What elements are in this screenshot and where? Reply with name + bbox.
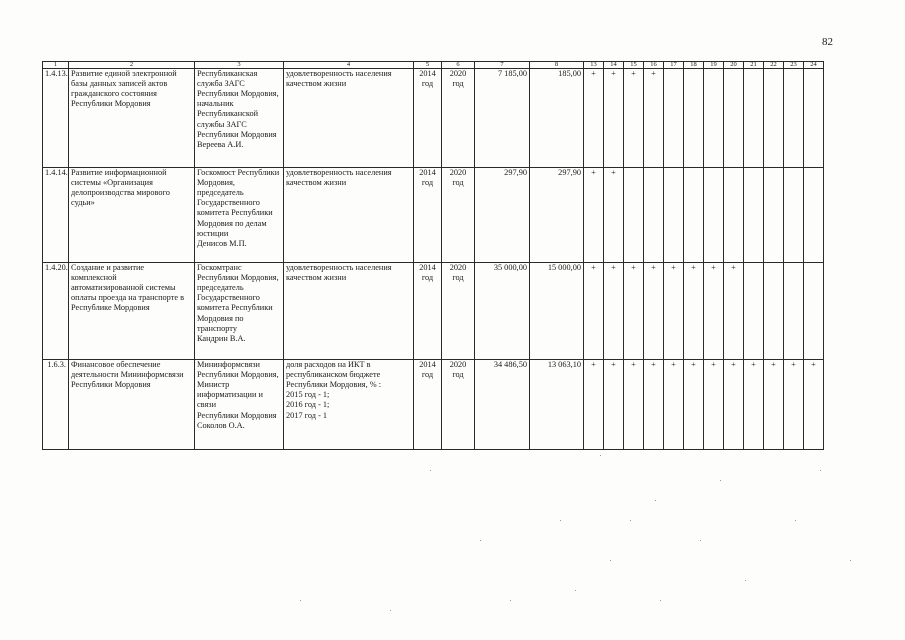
indicator-mark: +	[804, 360, 824, 450]
budget-funding: 185,00	[530, 69, 584, 168]
responsible-executor-line: Республики Мордовия,	[197, 370, 279, 380]
indicator-mark: +	[584, 168, 604, 263]
responsible-executor-line: Соколов О.А.	[197, 420, 245, 430]
column-number: 24	[804, 62, 824, 69]
indicator-mark: +	[704, 360, 724, 450]
speckle	[720, 480, 721, 481]
start-year-line: 2014	[419, 69, 436, 78]
target-indicator-line: удовлетворенность населения	[286, 69, 392, 78]
target-indicator-line: удовлетворенность населения	[286, 263, 392, 272]
start-year-line: 2014	[419, 168, 436, 177]
activity-name-line: Финансовое обеспечение	[71, 360, 161, 369]
end-year	[442, 168, 475, 263]
indicator-mark	[764, 69, 784, 168]
activity-name-line: Развитие информационной	[71, 168, 167, 177]
indicator-mark	[644, 168, 664, 263]
responsible-executor-line: Мордовия,	[197, 178, 235, 188]
responsible-executor-line: Республики Мордовия,	[197, 273, 279, 283]
start-year-line: год	[421, 79, 434, 89]
responsible-executor-line: Мининформсвязи	[197, 360, 260, 369]
speckle	[610, 560, 611, 561]
indicator-mark	[684, 168, 704, 263]
indicator-mark	[744, 168, 764, 263]
responsible-executor-line: Государственного	[197, 293, 260, 303]
start-year	[414, 263, 442, 360]
start-year	[414, 69, 442, 168]
indicator-mark	[724, 168, 744, 263]
activity-name	[69, 360, 195, 450]
speckle	[795, 520, 796, 521]
speckle	[430, 470, 431, 471]
column-number: 14	[604, 62, 624, 69]
speckle	[300, 600, 301, 601]
responsible-executor-line: служба ЗАГС	[197, 79, 245, 89]
speckle	[480, 540, 481, 541]
end-year-line: 2020	[449, 263, 467, 272]
target-indicator-line: качеством жизни	[286, 273, 347, 283]
activity-name-line: системы «Организация	[71, 178, 153, 188]
end-year	[442, 360, 475, 450]
activity-name-line: Республики Мордовия	[71, 99, 151, 109]
table-row	[43, 263, 824, 360]
indicator-mark: +	[764, 360, 784, 450]
indicator-mark: +	[744, 360, 764, 450]
indicator-mark: +	[684, 360, 704, 450]
responsible-executor-line: комитета Республики	[197, 208, 273, 218]
column-number: 8	[530, 62, 584, 69]
indicator-mark	[704, 168, 724, 263]
activity-name-line: деятельности Мининформсвязи	[71, 370, 184, 380]
speckle	[660, 600, 661, 601]
indicator-mark: +	[644, 263, 664, 360]
column-number: 18	[684, 62, 704, 69]
indicator-mark	[784, 263, 804, 360]
indicator-mark: +	[664, 263, 684, 360]
target-indicator	[284, 69, 414, 168]
column-number: 15	[624, 62, 644, 69]
indicator-mark	[804, 263, 824, 360]
activity-name	[69, 263, 195, 360]
responsible-executor-line: Республиканской	[197, 109, 259, 119]
responsible-executor-line: комитета Республики	[197, 303, 273, 313]
activity-code: 1.4.13.	[43, 69, 69, 168]
indicator-mark: +	[664, 360, 684, 450]
column-number: 6	[442, 62, 475, 69]
column-number: 22	[764, 62, 784, 69]
end-year-line: 2020	[449, 360, 467, 369]
column-number: 3	[195, 62, 284, 69]
column-number: 23	[784, 62, 804, 69]
indicator-mark: +	[604, 168, 624, 263]
indicator-mark	[744, 263, 764, 360]
speckle	[850, 560, 851, 561]
responsible-executor-line: Госкомюст Республики	[197, 168, 280, 177]
target-indicator-line: 2017 год - 1	[286, 410, 328, 420]
indicator-mark	[764, 263, 784, 360]
activity-name-line: комплексной	[71, 273, 117, 283]
activity-name	[69, 168, 195, 263]
column-number: 16	[644, 62, 664, 69]
column-number: 17	[664, 62, 684, 69]
activity-name-line: Развитие единой электронной	[71, 69, 177, 78]
total-funding: 35 000,00	[475, 263, 530, 360]
activity-code: 1.4.20.	[43, 263, 69, 360]
start-year	[414, 168, 442, 263]
target-indicator-line: качеством жизни	[286, 178, 347, 188]
indicator-mark: +	[644, 360, 664, 450]
end-year	[442, 69, 475, 168]
target-indicator-line: 2015 год - 1;	[286, 390, 330, 400]
activity-name-line: Создание и развитие	[71, 263, 145, 272]
indicator-mark: +	[604, 263, 624, 360]
column-number: 5	[414, 62, 442, 69]
indicator-mark: +	[604, 69, 624, 168]
responsible-executor-line: начальник	[197, 99, 234, 109]
responsible-executor-line: Республики Мордовия	[197, 410, 277, 420]
column-number: 1	[43, 62, 69, 69]
indicator-mark	[784, 69, 804, 168]
end-year-line: год	[452, 370, 464, 380]
responsible-executor-line: информатизации и	[197, 390, 263, 400]
indicator-mark: +	[684, 263, 704, 360]
indicator-mark: +	[644, 69, 664, 168]
total-funding: 7 185,00	[475, 69, 530, 168]
responsible-executor	[195, 69, 284, 168]
target-indicator	[284, 263, 414, 360]
speckle	[745, 580, 746, 581]
speckle	[560, 520, 561, 521]
target-indicator-line: 2016 год - 1;	[286, 400, 330, 410]
activity-name-line: оплаты проезда на транспорте в	[71, 293, 185, 303]
column-number: 7	[475, 62, 530, 69]
activity-name-line: делопроизводства мирового	[71, 188, 170, 198]
responsible-executor-line: службы ЗАГС	[197, 119, 247, 129]
column-number: 21	[744, 62, 764, 69]
table-row	[43, 360, 824, 450]
end-year-line: год	[452, 273, 464, 283]
activity-code: 1.4.14.	[43, 168, 69, 263]
column-number: 13	[584, 62, 604, 69]
program-activities-table	[42, 61, 824, 450]
responsible-executor-line: Министр	[197, 380, 230, 390]
end-year	[442, 263, 475, 360]
indicator-mark	[804, 168, 824, 263]
responsible-executor-line: председатель	[197, 283, 244, 293]
indicator-mark	[804, 69, 824, 168]
responsible-executor-line: председатель	[197, 188, 244, 198]
indicator-mark: +	[724, 263, 744, 360]
activity-name-line: Республике Мордовия	[71, 303, 150, 313]
activity-name-line: Республики Мордовия	[71, 380, 151, 390]
indicator-mark	[684, 69, 704, 168]
indicator-mark: +	[584, 360, 604, 450]
speckle	[630, 520, 631, 521]
target-indicator-line: качеством жизни	[286, 79, 347, 89]
speckle	[390, 610, 391, 611]
target-indicator-line: Республики Мордовия, % :	[286, 380, 382, 390]
total-funding: 34 486,50	[475, 360, 530, 450]
indicator-mark: +	[604, 360, 624, 450]
target-indicator-line: доля расходов на ИКТ в	[286, 360, 371, 369]
responsible-executor-line: Мордовия по	[197, 313, 244, 323]
target-indicator-line: удовлетворенность населения	[286, 168, 392, 177]
responsible-executor-line: Республики Мордовия	[197, 129, 277, 139]
speckle	[575, 590, 576, 591]
speckle	[700, 540, 701, 541]
start-year-line: 2014	[419, 360, 436, 369]
end-year-line: год	[452, 79, 464, 89]
table-row	[43, 69, 824, 168]
speckle	[655, 500, 656, 501]
indicator-mark	[664, 69, 684, 168]
responsible-executor	[195, 360, 284, 450]
indicator-mark	[724, 69, 744, 168]
speckle	[600, 455, 601, 456]
activity-name	[69, 69, 195, 168]
column-number-header-row	[43, 62, 824, 69]
responsible-executor-line: Республики Мордовия,	[197, 89, 279, 99]
responsible-executor-line: Госкомтранс	[197, 263, 242, 272]
budget-funding: 15 000,00	[530, 263, 584, 360]
start-year-line: год	[421, 273, 434, 283]
total-funding: 297,90	[475, 168, 530, 263]
speckle	[820, 470, 821, 471]
responsible-executor-line: Республиканская	[197, 69, 258, 78]
start-year	[414, 360, 442, 450]
table-row	[43, 168, 824, 263]
responsible-executor-line: транспорту	[197, 323, 237, 333]
activity-name-line: базы данных записей актов	[71, 79, 168, 89]
column-number: 20	[724, 62, 744, 69]
indicator-mark	[704, 69, 724, 168]
budget-funding: 13 063,10	[530, 360, 584, 450]
indicator-mark: +	[584, 69, 604, 168]
page-number: 82	[822, 36, 833, 48]
responsible-executor-line: Вереева А.И.	[197, 139, 244, 149]
indicator-mark: +	[584, 263, 604, 360]
responsible-executor-line: Государственного	[197, 198, 260, 208]
activity-name-line: судьи»	[71, 198, 95, 208]
activity-name-line: гражданского состояния	[71, 89, 157, 99]
responsible-executor	[195, 263, 284, 360]
activity-name-line: автоматизированной системы	[71, 283, 176, 293]
responsible-executor-line: Мордовия по делам	[197, 218, 267, 228]
responsible-executor-line: Денисов М.П.	[197, 238, 247, 248]
start-year-line: год	[421, 370, 434, 380]
indicator-mark: +	[624, 69, 644, 168]
indicator-mark: +	[724, 360, 744, 450]
target-indicator	[284, 168, 414, 263]
responsible-executor-line: Кандрин В.А.	[197, 333, 246, 343]
indicator-mark: +	[624, 360, 644, 450]
indicator-mark: +	[624, 263, 644, 360]
indicator-mark	[764, 168, 784, 263]
responsible-executor-line: связи	[197, 400, 217, 410]
start-year-line: 2014	[419, 263, 436, 272]
indicator-mark	[744, 69, 764, 168]
indicator-mark	[624, 168, 644, 263]
speckle	[510, 600, 511, 601]
column-number: 2	[69, 62, 195, 69]
responsible-executor	[195, 168, 284, 263]
indicator-mark: +	[704, 263, 724, 360]
activity-code: 1.6.3.	[43, 360, 69, 450]
target-indicator	[284, 360, 414, 450]
start-year-line: год	[421, 178, 434, 188]
target-indicator-line: республиканском бюджете	[286, 370, 381, 380]
end-year-line: 2020	[449, 168, 467, 177]
indicator-mark: +	[784, 360, 804, 450]
end-year-line: год	[452, 178, 464, 188]
end-year-line: 2020	[449, 69, 467, 78]
budget-funding: 297,90	[530, 168, 584, 263]
column-number: 19	[704, 62, 724, 69]
indicator-mark	[784, 168, 804, 263]
column-number: 4	[284, 62, 414, 69]
responsible-executor-line: юстиции	[197, 228, 229, 238]
indicator-mark	[664, 168, 684, 263]
